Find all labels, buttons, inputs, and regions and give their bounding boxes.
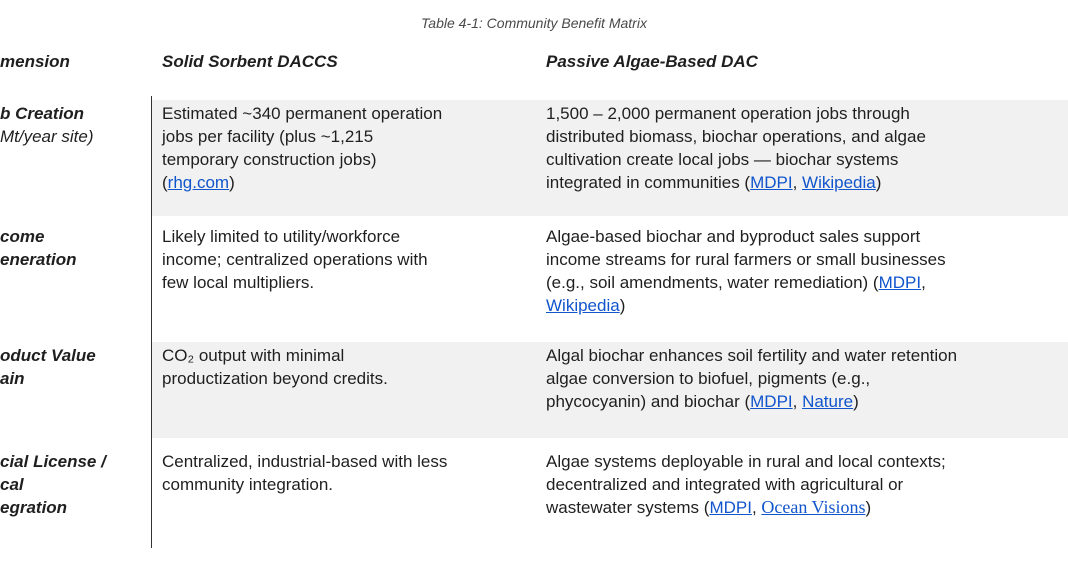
header-algae-dac: Passive Algae-Based DAC [546,52,758,71]
algae-text: decentralized and integrated with agricultural or [546,475,904,494]
solid-text: community integration. [162,475,334,494]
algae-text: 1,500 – 2,000 permanent operation jobs through [546,104,910,123]
table-row-income-generation: come eneration Likely limited to utility/workforce income; centralized operations with few local multipliers. Algae-based biochar and byproduct sales support income streams for rural farmers or small businesses (e.g., soil amendments, water remediation) (MDPI, Wikipedia) [0,223,1068,333]
table-row-job-creation: b Creation Mt/year site) Estimated ~340 permanent operation jobs per facility (plus ~1,215 temporary construction jobs) (rhg.com) 1,500 – 2,000 permanent operation jobs through distributed biomass, biochar operations, and algae cultivation create local jobs — biochar systems integrated in communities (MDPI, Wikipedia) [0,100,1068,216]
table-caption: Table 4-1: Community Benefit Matrix [421,15,647,31]
algae-text: phycocyanin) and biochar ( [546,392,751,411]
dimension-label: ain [0,369,25,388]
solid-text: CO₂ output with minimal [162,346,345,365]
dimension-label: cal [0,475,24,494]
header-dimension: mension [0,52,70,71]
solid-text: Centralized, industrial-based with less [162,452,448,471]
header-solid-sorbent: Solid Sorbent DACCS [162,52,338,71]
algae-text: (e.g., soil amendments, water remediation) ( [546,273,879,292]
solid-text: income; centralized operations with [162,250,428,269]
ocean-visions-link[interactable]: Ocean Visions [761,497,866,517]
dimension-label: cial License / [0,452,106,471]
solid-text: jobs per facility (plus ~1,215 [162,127,374,146]
dimension-label: oduct Value [0,346,96,365]
solid-text: few local multipliers. [162,273,315,292]
algae-text: algae conversion to biofuel, pigments (e.g., [546,369,871,388]
table-row-social-license: cial License / cal egration Centralized, industrial-based with less community integration. Algae systems deployable in rural and local contexts; decentralized and integrated with agricultural or wastewater systems (MDPI, Ocean Visions) [0,448,1068,544]
mdpi-link[interactable]: MDPI [878,273,922,292]
mdpi-link[interactable]: MDPI [750,392,793,411]
solid-text: temporary construction jobs) [162,150,377,169]
algae-text: integrated in communities ( [546,173,751,192]
column-divider [151,96,152,548]
algae-text: Algae systems deployable in rural and local contexts; [546,452,946,471]
algae-text: income streams for rural farmers or small businesses [546,250,946,269]
dimension-label: come [0,227,45,246]
dimension-label: eneration [0,250,77,269]
algae-text: Algal biochar enhances soil fertility and water retention [546,346,958,365]
dimension-label: b Creation [0,104,85,123]
dimension-sublabel: Mt/year site) [0,127,94,146]
algae-text: distributed biomass, biochar operations, and algae [546,127,926,146]
dimension-label: egration [0,498,68,517]
solid-text: Likely limited to utility/workforce [162,227,401,246]
solid-text: productization beyond credits. [162,369,388,388]
solid-text: Estimated ~340 permanent operation [162,104,443,123]
mdpi-link[interactable]: MDPI [709,498,752,517]
table-row-product-value-chain: oduct Value ain CO₂ output with minimal productization beyond credits. Algal biochar enhances soil fertility and water retention algae conversion to biofuel, pigments (e.g., phycocyanin) and biochar (MDPI, Nature) [0,342,1068,438]
wikipedia-link[interactable]: Wikipedia [546,296,620,315]
rhg-link[interactable]: rhg.com [167,173,230,192]
algae-text: cultivation create local jobs — biochar systems [546,150,899,169]
algae-text: wastewater systems ( [546,498,710,517]
algae-text: Algae-based biochar and byproduct sales support [546,227,921,246]
wikipedia-link[interactable]: Wikipedia [802,173,876,192]
mdpi-link[interactable]: MDPI [750,173,793,192]
nature-link[interactable]: Nature [802,392,854,411]
